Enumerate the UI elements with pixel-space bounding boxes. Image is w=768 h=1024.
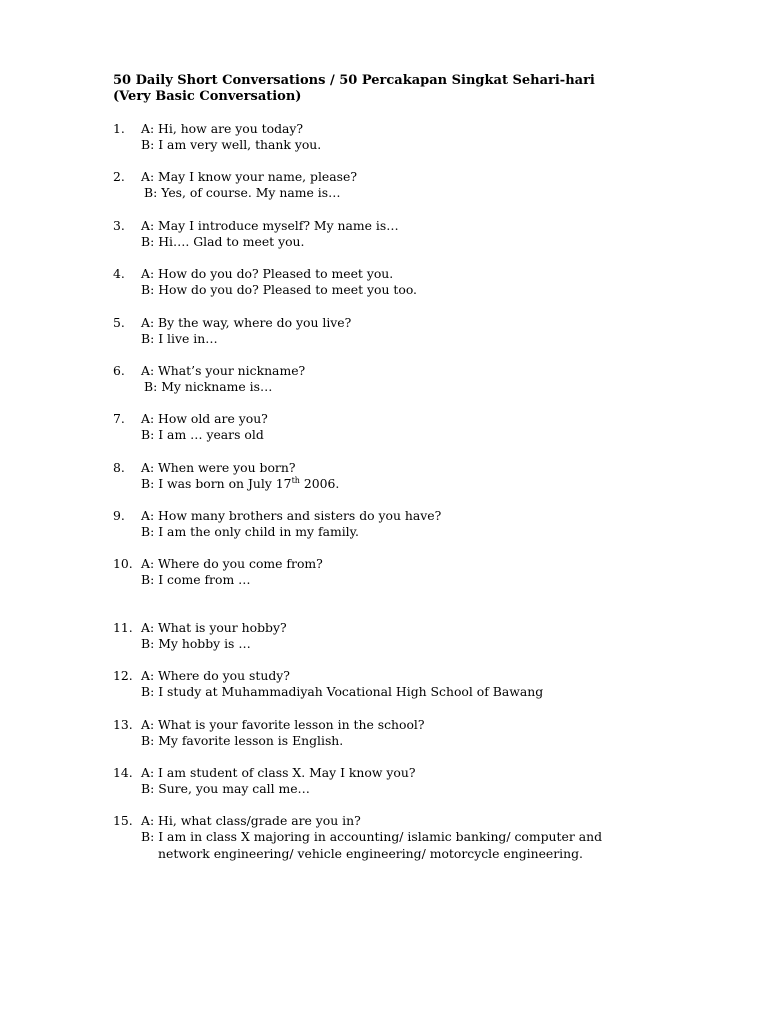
item-number: 7.	[113, 411, 125, 426]
ordinal-suffix: th	[291, 476, 300, 485]
item-number: 6.	[113, 363, 125, 378]
line-a: A: What’s your nickname?	[141, 363, 306, 378]
item-number: 10.	[113, 556, 133, 571]
document-title: 50 Daily Short Conversations / 50 Percakapan Singkat Sehari-hari	[113, 73, 595, 88]
line-b: B: Sure, you may call me…	[141, 781, 310, 796]
item-number: 11.	[113, 620, 133, 635]
line-a: A: How many brothers and sisters do you have?	[141, 508, 442, 523]
line-b: B: I am the only child in my family.	[141, 524, 359, 539]
line-a: A: By the way, where do you live?	[141, 315, 352, 330]
line-a: A: Hi, how are you today?	[141, 121, 304, 136]
item-number: 15.	[113, 813, 133, 828]
line-a: A: Hi, what class/grade are you in?	[141, 813, 361, 828]
item-number: 14.	[113, 765, 133, 780]
line-a: A: What is your hobby?	[141, 620, 287, 635]
line-a: A: Where do you come from?	[141, 556, 323, 571]
line-a: A: May I know your name, please?	[141, 169, 357, 184]
item-number: 12.	[113, 668, 133, 683]
item-number: 13.	[113, 717, 133, 732]
item-number: 2.	[113, 169, 125, 184]
line-b: B: I study at Muhammadiyah Vocational High School of Bawang	[141, 684, 544, 699]
line-a: A: Where do you study?	[141, 668, 290, 683]
line-b: B: My hobby is …	[141, 636, 251, 651]
document-subtitle: (Very Basic Conversation)	[113, 89, 302, 104]
item-number: 4.	[113, 266, 125, 281]
line-b: B: My nickname is…	[144, 379, 273, 394]
line-a: A: May I introduce myself? My name is…	[141, 218, 399, 233]
item-number: 1.	[113, 121, 125, 136]
line-b: B: I am … years old	[141, 427, 264, 442]
line-b: B: Hi…. Glad to meet you.	[141, 234, 305, 249]
line-b-text: B: I was born on July 17	[141, 476, 292, 491]
line-a: A: I am student of class X. May I know you?	[141, 765, 416, 780]
line-b: B: I am very well, thank you.	[141, 137, 322, 152]
line-b: B: I am in class X majoring in accounting/ islamic banking/ computer and	[141, 829, 603, 844]
line-b: B: How do you do? Pleased to meet you too.	[141, 282, 418, 297]
line-a: A: What is your favorite lesson in the school?	[141, 717, 425, 732]
line-b-continued: network engineering/ vehicle engineering/ motorcycle engineering.	[158, 846, 583, 861]
line-b: B: I live in…	[141, 331, 218, 346]
line-a: A: How old are you?	[141, 411, 268, 426]
line-a: A: When were you born?	[141, 460, 296, 475]
item-number: 9.	[113, 508, 125, 523]
line-b: B: My favorite lesson is English.	[141, 733, 344, 748]
line-b: B: Yes, of course. My name is…	[144, 185, 341, 200]
line-a: A: How do you do? Pleased to meet you.	[141, 266, 394, 281]
line-b: B: I come from …	[141, 572, 251, 587]
line-b	[141, 476, 339, 492]
line-b-text-end: 2006.	[299, 476, 340, 491]
item-number: 5.	[113, 315, 125, 330]
item-number: 3.	[113, 218, 125, 233]
item-number: 8.	[113, 460, 125, 475]
